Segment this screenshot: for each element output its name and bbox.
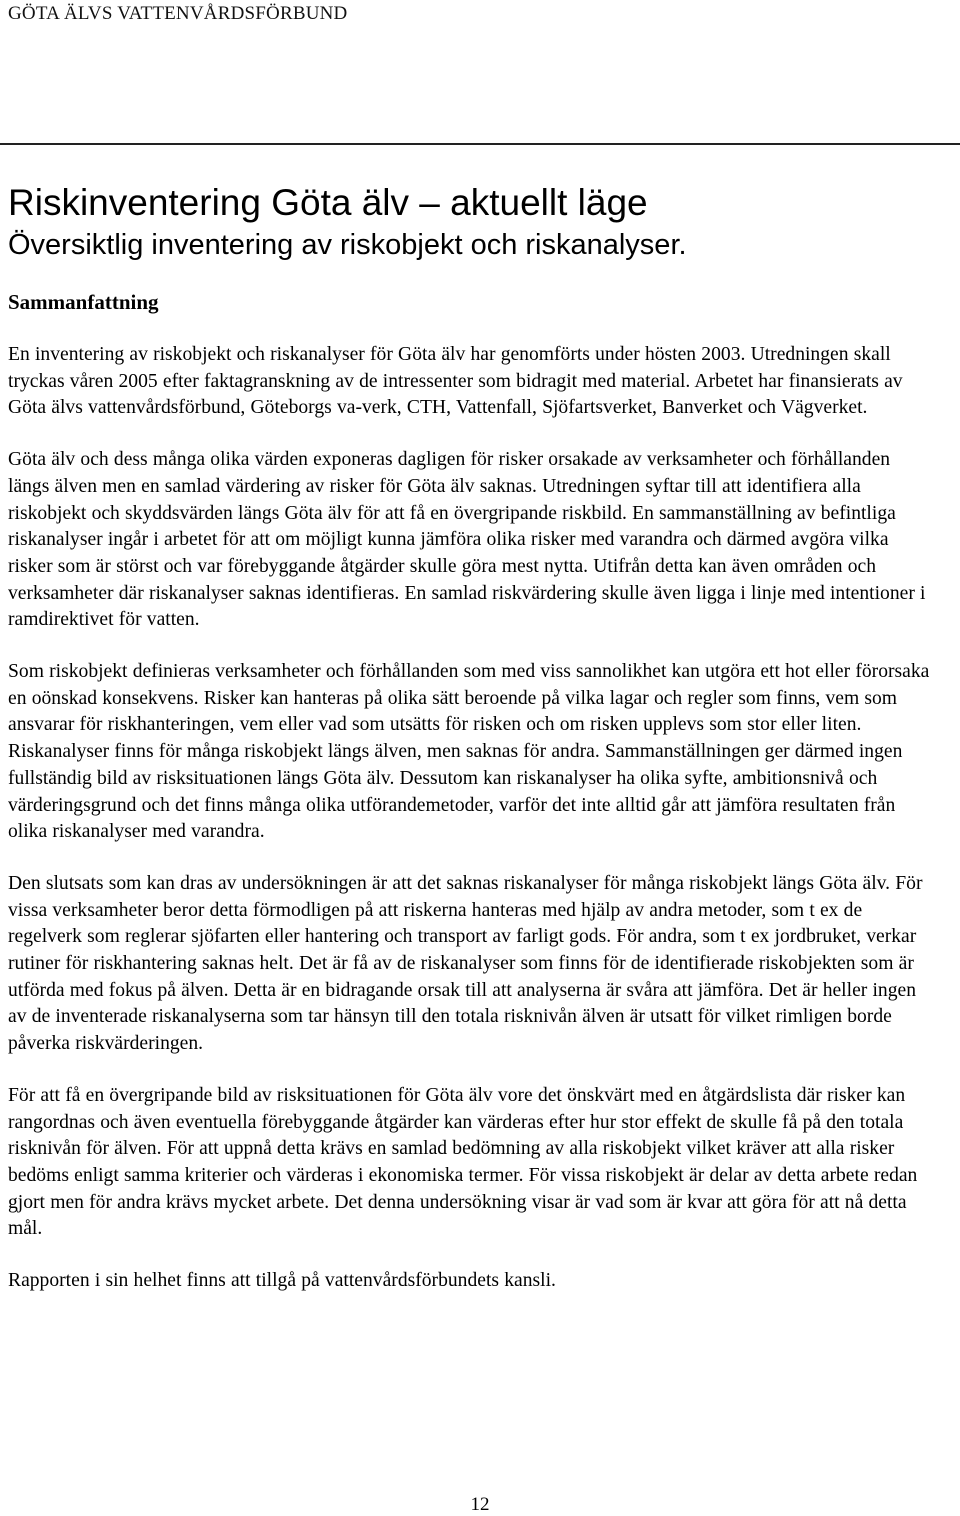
- running-header: GÖTA ÄLVS VATTENVÅRDSFÖRBUND: [8, 3, 348, 24]
- paragraph: Den slutsats som kan dras av undersökningen är att det saknas riskanalyser för många riskobjekt längs Göta älv. För vissa verksamheter beror detta förmodligen på att riskerna hanteras med hjälp av andra metoder, som t ex de regelverk som reglerar sjöfarten eller hantering och transport av farligt gods. För andra, som t ex jordbruket, verkar rutiner för riskhantering saknas helt. Det är få av de riskanalyser som finns för de identifierade riskobjekten som är utförda med fokus på älven. Detta är en bidragande orsak till att analyserna är svåra att jämföra. Det är heller ingen av de inventerade riskanalyserna som tar hänsyn till den totala risknivån älven är utsatt för vilket rimligen borde påverka riskvärderingen.: [8, 872, 923, 1055]
- paragraph: En inventering av riskobjekt och riskanalyser för Göta älv har genomförts under hösten 2003. Utredningen skall tryckas våren 2005 efter faktagranskning av de intressenter som bidragit med material. Arbetet har finansierats av Göta älvs vattenvårdsförbund, Göteborgs va-verk, CTH, Vattenfall, Sjöfartsverket, Banverket och Vägverket.: [8, 344, 903, 419]
- header-divider: [0, 143, 960, 145]
- paragraph: För att få en övergripande bild av risksituationen för Göta älv vore det önskvärt med en åtgärdslista där risker kan rangordnas och även eventuella förebyggande åtgärder kan värderas efter hur stor effekt de skulle få på den totala risknivån för älven. För att uppnå detta krävs en samlad bedömning av alla riskobjekt vilket kräver att alla risker bedöms enligt samma kriterier och värderas i ekonomiska termer. För vissa riskobjekt är delar av detta arbete redan gjort men för andra krävs mycket arbete. Det denna undersökning visar är vad som är kvar att göra för att nå detta mål.: [8, 1084, 918, 1240]
- paragraph: Rapporten i sin helhet finns att tillgå på vattenvårdsförbundets kansli.: [8, 1270, 556, 1292]
- section-heading-summary: Sammanfattning: [8, 290, 159, 314]
- document-title: Riskinventering Göta älv – aktuellt läge: [8, 182, 648, 223]
- paragraph: Göta älv och dess många olika värden exponeras dagligen för risker orsakade av verksamheter och förhållanden längs älven men en samlad värdering av risker för Göta älv saknas. Utredningen syftar till att identifiera alla riskobjekt och skyddsvärden längs Göta älv för att få en övergripande riskbild. En sammanställning av befintliga riskanalyser ingår i arbetet för att om möjligt kunna jämföra olika risker med varandra och därmed avgöra vilka risker som är störst och var förebyggande åtgärder skulle göra mest nytta. Utifrån detta kan även områden och verksamheter där riskanalyser saknas identifieras. En samlad riskvärdering skulle även ligga i linje med intentioner i ramdirektivet för vatten.: [8, 449, 926, 631]
- paragraph: Som riskobjekt definieras verksamheter och förhållanden som med viss sannolikhet kan utgöra ett hot eller förorsaka en oönskad konsekvens. Risker kan hanteras på olika sätt beroende på vilka lagar och regler som finns, vem som ansvarar för riskhanteringen, vem eller vad som utsätts för risken och om risken upplevs som stor eller liten. Riskanalyser finns för många riskobjekt längs älven, men saknas för andra. Sammanställningen ger därmed ingen fullständig bild av risksituationen längs Göta älv. Dessutom kan riskanalyser ha olika syfte, ambitionsnivå och värderingsgrund och det finns många olika utförandemetoder, varför det inte alltid går att jämföra resultaten från olika riskanalyser med varandra.: [8, 661, 930, 843]
- page-number: 12: [470, 1494, 490, 1515]
- document-subtitle: Översiktlig inventering av riskobjekt och riskanalyser.: [8, 229, 687, 261]
- summary-body: [8, 342, 933, 1320]
